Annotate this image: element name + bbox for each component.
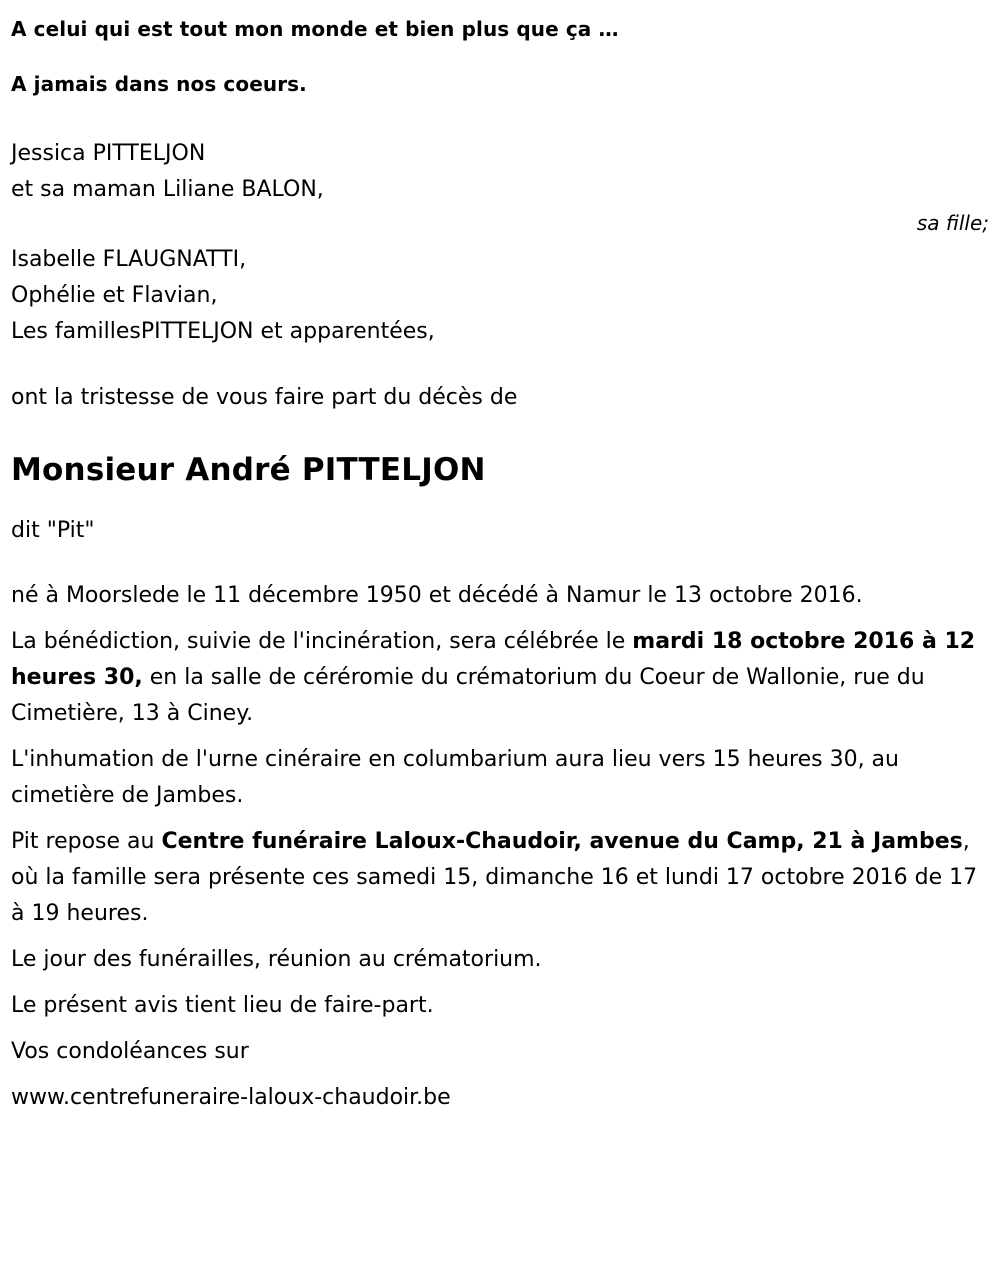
mourner-line-jessica: Jessica PITTELJON bbox=[11, 141, 206, 166]
visitation-prefix: Pit repose au bbox=[11, 829, 162, 854]
visitation-suffix: , où la famille sera présente ces samedi 15, dimanche 16 et lundi 17 octobre 2016 de 17 à 19 heures. bbox=[11, 829, 978, 926]
blessing-datetime: mardi 18 octobre 2016 à 12 heures 30, bbox=[11, 629, 976, 690]
birth-death-info: né à Moorslede le 11 décembre 1950 et décédé à Namur le 13 octobre 2016. bbox=[11, 583, 863, 608]
interment-info: L'inhumation de l'urne cinéraire en columbarium aura lieu vers 15 heures 30, au cimetière de Jambes. bbox=[11, 747, 899, 808]
condolences-website[interactable]: www.centrefuneraire-laloux-chaudoir.be bbox=[11, 1085, 451, 1110]
deceased-name: Monsieur André PITTELJON bbox=[11, 452, 486, 488]
visitation-venue: Centre funéraire Laloux-Chaudoir, avenue du Camp, 21 à Jambes bbox=[161, 829, 963, 854]
spacer bbox=[11, 350, 990, 380]
dedication-line-1: A celui qui est tout mon monde et bien plus que ça … bbox=[11, 17, 619, 41]
spacer bbox=[11, 426, 990, 450]
visitation-info bbox=[11, 824, 990, 932]
blessing-suffix: en la salle de céréromie du crématorium du Coeur de Wallonie, rue du Cimetière, 13 à Ciney. bbox=[11, 665, 925, 726]
mourner-line-liliane: et sa maman Liliane BALON, bbox=[11, 177, 324, 202]
mourner-line-ophelie-flavian: Ophélie et Flavian, bbox=[11, 283, 218, 308]
condolences-label: Vos condoléances sur bbox=[11, 1039, 249, 1064]
mourner-line-familles: Les famillesPITTELJON et apparentées, bbox=[11, 319, 435, 344]
relation-note-sa-fille: sa fille; bbox=[916, 211, 989, 235]
reunion-note: Le jour des funérailles, réunion au crématorium. bbox=[11, 947, 542, 972]
spacer bbox=[11, 548, 990, 578]
announcement-lead: ont la tristesse de vous faire part du décès de bbox=[11, 385, 518, 410]
spacer bbox=[11, 100, 990, 136]
relation-note-row bbox=[11, 208, 990, 242]
dedication-block bbox=[11, 14, 990, 100]
dedication-line-2: A jamais dans nos coeurs. bbox=[11, 72, 307, 96]
spacer bbox=[11, 490, 990, 514]
blessing-prefix: La bénédiction, suivie de l'incinération, sera célébrée le bbox=[11, 629, 633, 654]
deceased-nickname: dit "Pit" bbox=[11, 518, 95, 543]
faire-part-note: Le présent avis tient lieu de faire-part. bbox=[11, 993, 434, 1018]
mourner-line-isabelle: Isabelle FLAUGNATTI, bbox=[11, 247, 247, 272]
ceremony-blessing-info bbox=[11, 624, 990, 732]
spacer bbox=[11, 45, 990, 69]
mourners-block-2 bbox=[11, 242, 990, 350]
mourners-block bbox=[11, 136, 990, 208]
